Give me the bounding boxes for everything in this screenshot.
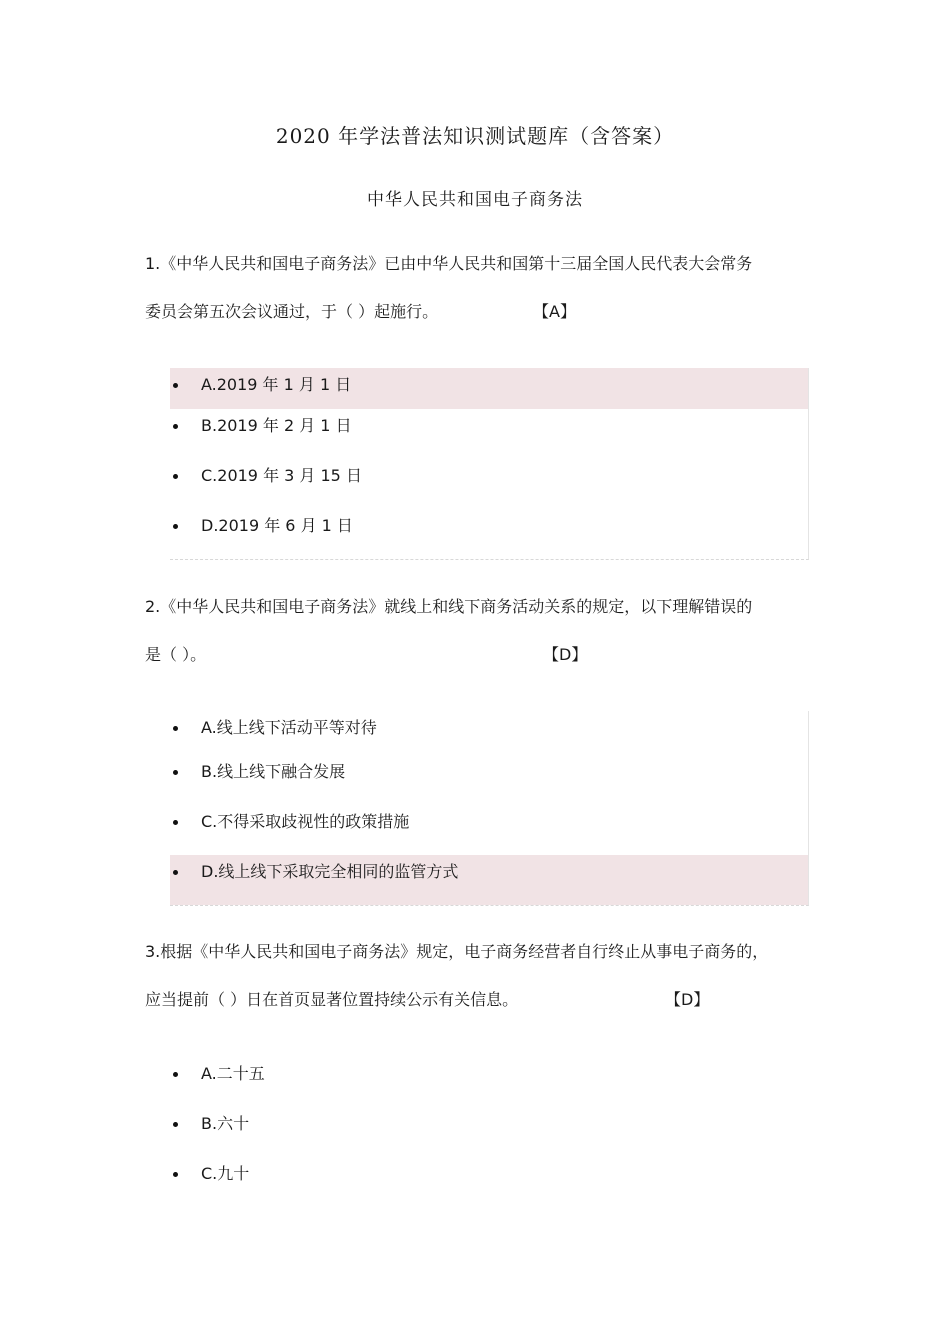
question-1-option-b: [170, 409, 808, 459]
question-2-answer: 【D】: [543, 645, 588, 664]
question-3-option-a: [170, 1057, 808, 1107]
question-1-option-d: [170, 509, 808, 559]
bullet-icon: [173, 870, 178, 875]
option-label: C.2019 年 3 月 15 日: [201, 466, 362, 485]
question-1-answer: 【A】: [533, 302, 576, 321]
bullet-icon: [173, 770, 178, 775]
option-label: D.2019 年 6 月 1 日: [201, 516, 353, 535]
question-3-option-c: [170, 1157, 808, 1207]
question-3-answer: 【D】: [665, 990, 710, 1009]
question-3-line-2: [145, 986, 810, 1034]
option-label: B.六十: [201, 1114, 250, 1133]
question-2-option-c: [170, 805, 808, 855]
question-2-option-b: [170, 755, 808, 805]
section-title: 中华人民共和国电子商务法: [367, 190, 583, 210]
question-2-text: 是（ ）。: [145, 645, 207, 664]
question-1-option-a: [170, 368, 808, 409]
question-1-options: [170, 368, 809, 560]
question-2-options: [170, 711, 809, 906]
question-3-options: [170, 1057, 808, 1207]
question-1-line-2: [145, 298, 810, 346]
option-label: A.线上线下活动平等对待: [201, 718, 377, 737]
bullet-icon: [173, 524, 178, 529]
question-2-line-1: 2.《中华人民共和国电子商务法》就线上和线下商务活动关系的规定，以下理解错误的: [145, 597, 753, 616]
question-2-line-2: [145, 641, 810, 689]
question-3-line-1: 3.根据《中华人民共和国电子商务法》规定，电子商务经营者自行终止从事电子商务的，: [145, 942, 769, 961]
question-2: [145, 593, 810, 689]
question-1-option-c: [170, 459, 808, 509]
question-1-text: 委员会第五次会议通过，于（ ）起施行。: [145, 302, 439, 321]
option-label: A.2019 年 1 月 1 日: [201, 375, 352, 394]
question-3: [145, 938, 810, 1034]
bullet-icon: [173, 1072, 178, 1077]
bullet-icon: [173, 474, 178, 479]
question-1-line-1: 1.《中华人民共和国电子商务法》已由中华人民共和国第十三届全国人民代表大会常务: [145, 254, 753, 273]
question-3-option-b: [170, 1107, 808, 1157]
bullet-icon: [173, 820, 178, 825]
question-2-option-d: [170, 855, 808, 905]
bullet-icon: [173, 424, 178, 429]
question-1: [145, 250, 810, 346]
option-label: A.二十五: [201, 1064, 265, 1083]
bullet-icon: [173, 1172, 178, 1177]
page-title: 2020 年学法普法知识测试题库（含答案）: [275, 124, 675, 148]
option-label: C.九十: [201, 1164, 250, 1183]
bullet-icon: [173, 726, 178, 731]
option-label: C.不得采取歧视性的政策措施: [201, 812, 410, 831]
bullet-icon: [173, 1122, 178, 1127]
question-2-option-a: [170, 711, 808, 755]
option-label: B.2019 年 2 月 1 日: [201, 416, 352, 435]
question-3-text: 应当提前（ ）日在首页显著位置持续公示有关信息。: [145, 990, 519, 1009]
option-label: B.线上线下融合发展: [201, 762, 346, 781]
bullet-icon: [173, 383, 178, 388]
option-label: D.线上线下采取完全相同的监管方式: [201, 862, 459, 881]
